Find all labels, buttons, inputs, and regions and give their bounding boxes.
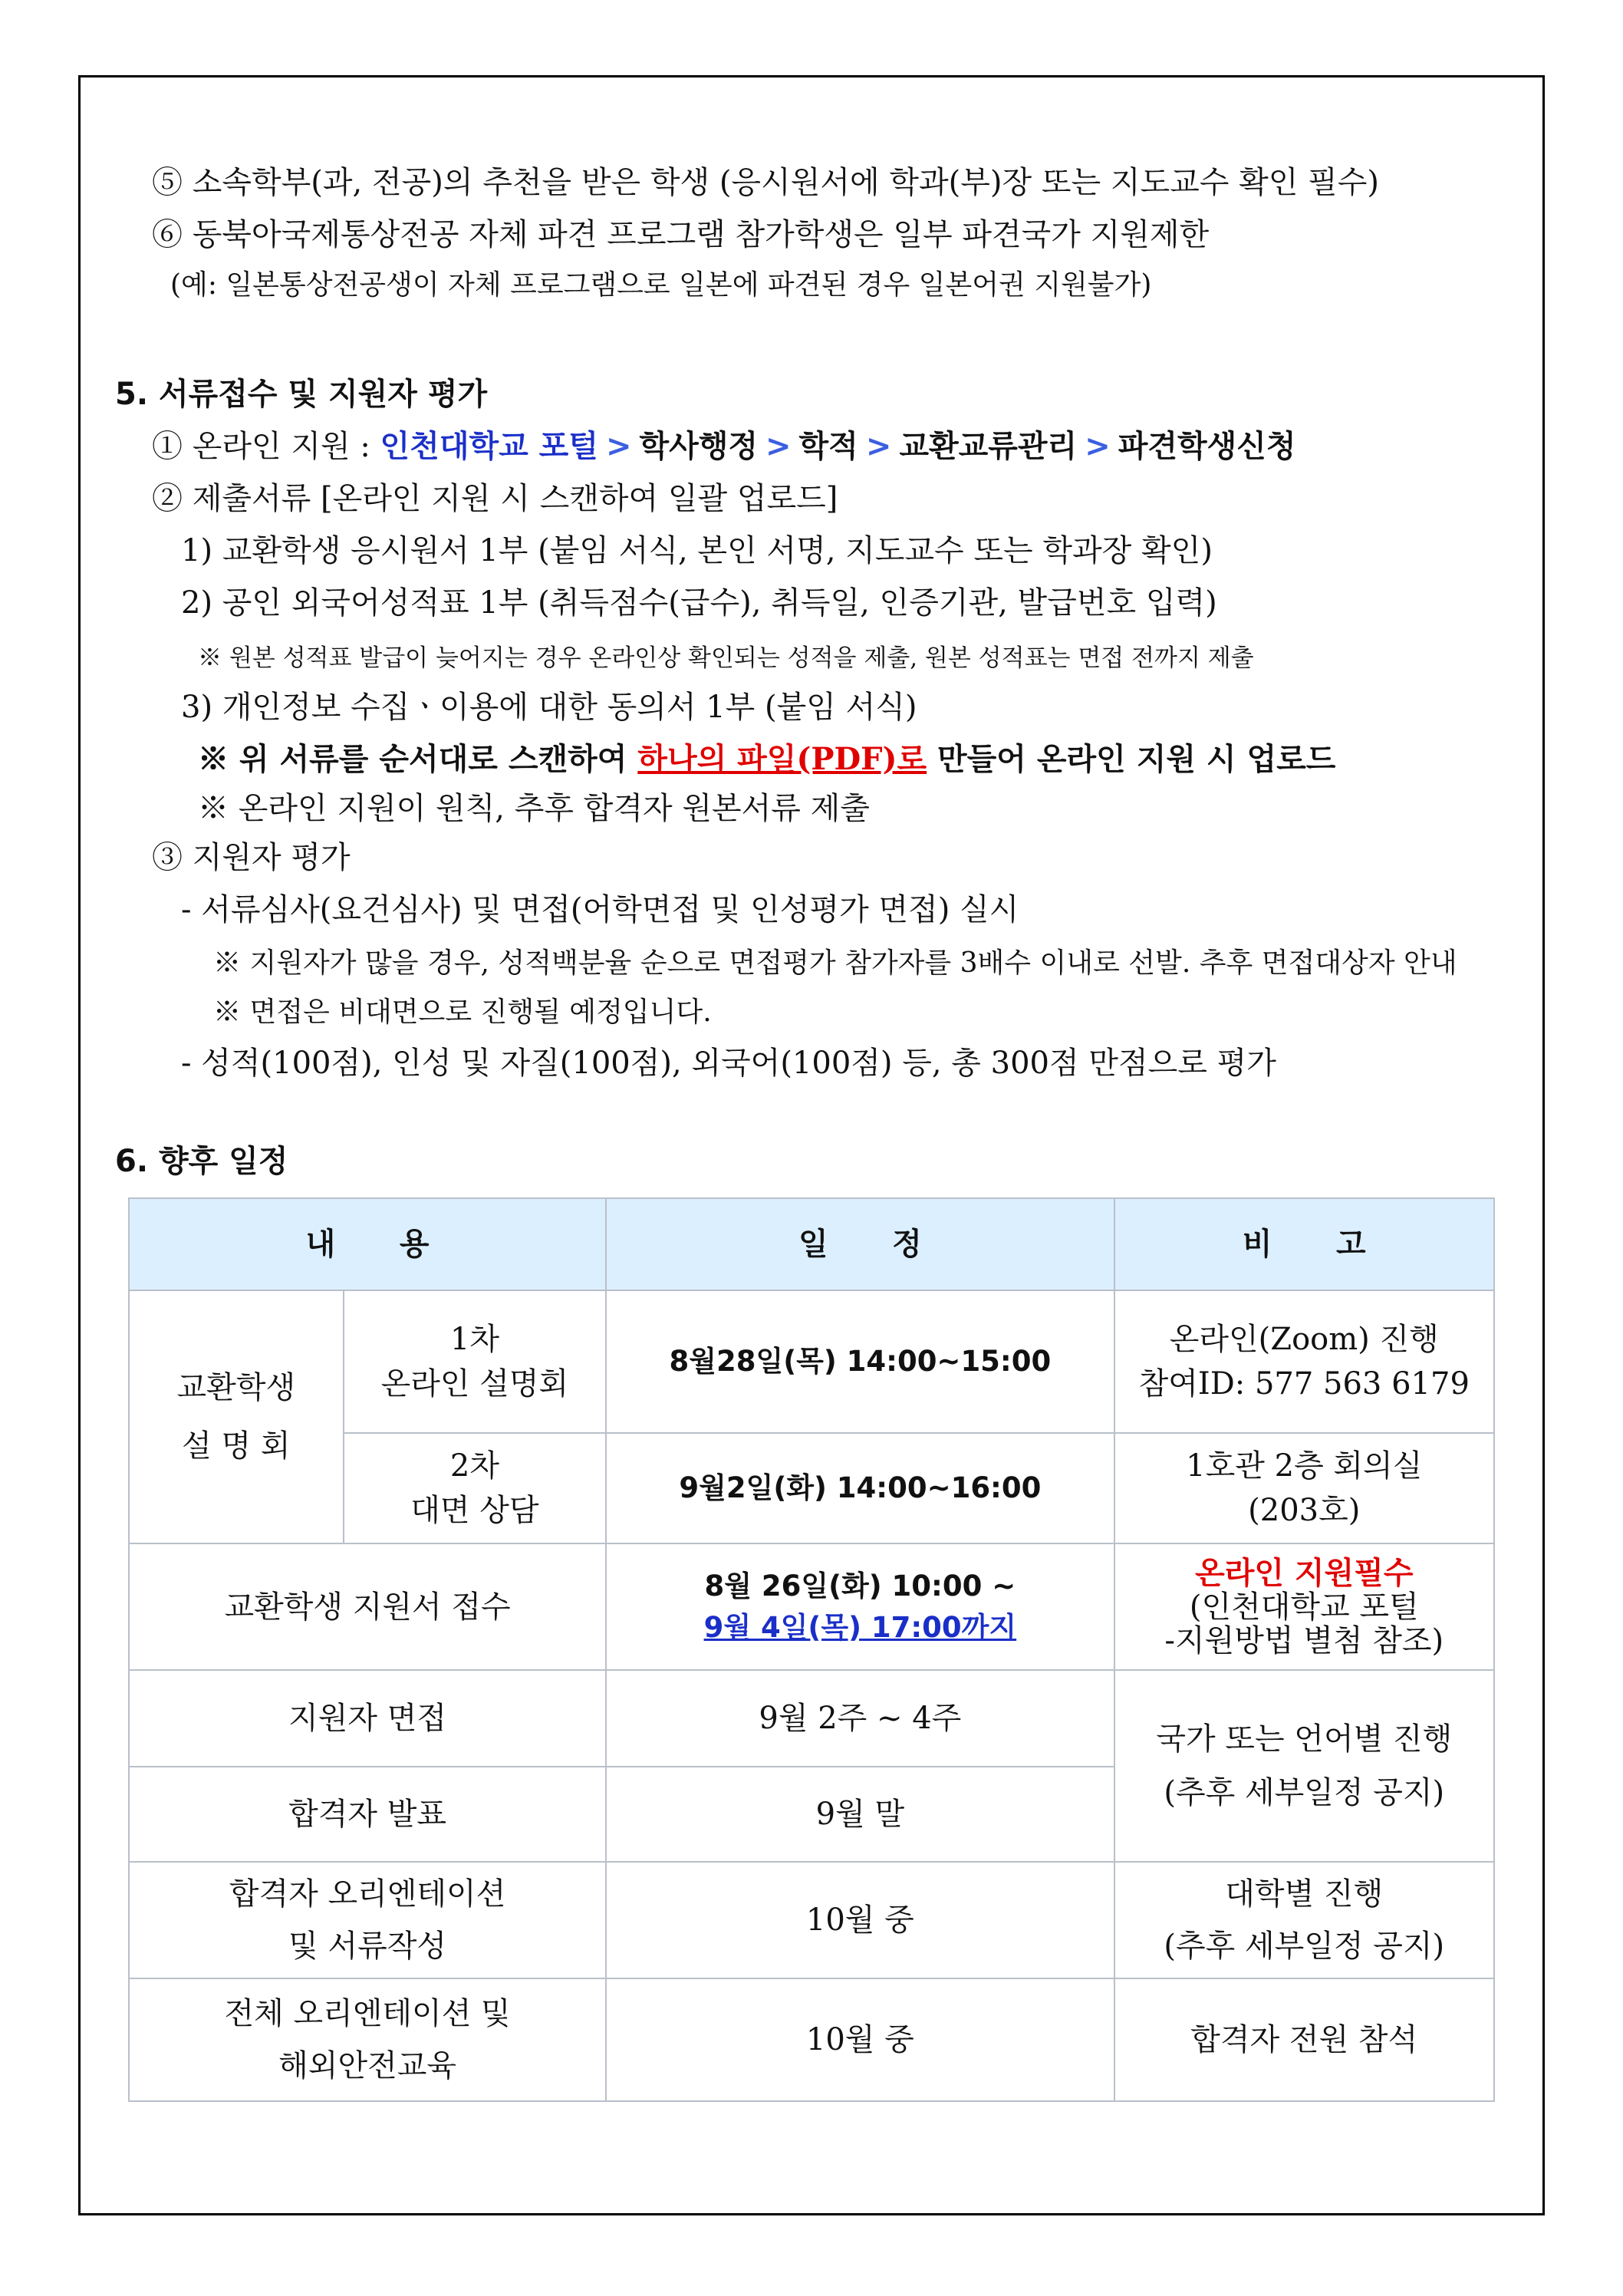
table-row — [129, 1670, 1494, 1767]
interview-result-note: 국가 또는 언어별 진행 (추후 세부일정 공지) — [1114, 1670, 1494, 1862]
evaluation-note-1: ※ 지원자가 많을 경우, 성적백분율 순으로 면접평가 참가자를 3배수 이내로 선발. 추후 면접대상자 안내 — [213, 947, 1457, 979]
header-remarks: 비 고 — [1114, 1198, 1494, 1290]
header-content: 내 용 — [129, 1198, 606, 1290]
section-5-title: 5. 서류접수 및 지원자 평가 — [115, 377, 488, 412]
evaluation-note-2: ※ 면접은 비대면으로 진행될 예정입니다. — [213, 996, 712, 1028]
path-step-2: 학적 — [798, 428, 858, 464]
section-6-title: 6. 향후 일정 — [115, 1144, 288, 1179]
path-step-3: 교환교류관리 — [899, 428, 1078, 464]
application-start: 8월 26일(화) 10:00 ~ — [704, 1569, 1016, 1603]
online-prefix: ① 온라인 지원 : — [152, 429, 380, 464]
announcement-cell: 합격자 발표 — [129, 1767, 606, 1862]
table-row — [129, 1543, 1494, 1670]
path-step-4: 파견학생신청 — [1118, 428, 1296, 464]
document-2: 2) 공인 외국어성적표 1부 (취득점수(급수), 취득일, 인증기관, 발급번호 입력) — [181, 585, 1217, 621]
table-row — [129, 1290, 1494, 1433]
header-schedule: 일 정 — [606, 1198, 1114, 1290]
documents-title: ② 제출서류 [온라인 지원 시 스캔하여 일괄 업로드] — [152, 481, 838, 516]
interview-cell: 지원자 면접 — [129, 1670, 606, 1767]
scan-note-part-b: 만들어 온라인 지원 시 업로드 — [927, 741, 1336, 777]
portal-link[interactable]: 인천대학교 포털 — [380, 428, 598, 464]
interview-date: 9월 2주 ~ 4주 — [606, 1670, 1114, 1767]
path-step-1: 학사행정 — [639, 428, 759, 464]
orientation-note: 대학별 진행 (추후 세부일정 공지) — [1114, 1862, 1494, 1978]
document-3: 3) 개인정보 수집ㆍ이용에 대한 동의서 1부 (붙임 서식) — [181, 690, 917, 725]
chevron-right-icon: > — [765, 429, 792, 464]
table-header-row — [129, 1198, 1494, 1290]
online-principle-note: ※ 온라인 지원이 원칙, 추후 합격자 원본서류 제출 — [198, 791, 870, 826]
application-deadline: 9월 4일(목) 17:00까지 — [703, 1610, 1017, 1644]
briefing-group-cell: 교환학생 설 명 회 — [129, 1290, 344, 1543]
document-1: 1) 교환학생 응시원서 1부 (붙임 서식, 본인 서명, 지도교수 또는 학과장 확인) — [181, 533, 1213, 568]
scan-note-part-a: ※ 위 서류를 순서대로 스캔하여 — [198, 741, 638, 777]
table-row — [129, 1862, 1494, 1978]
online-application-path — [152, 428, 1296, 465]
online-required-label: 온라인 지원필수 — [1195, 1555, 1414, 1591]
eligibility-item-6-note: (예: 일본통상전공생이 자체 프로그램으로 일본에 파견된 경우 일본어권 지원불가) — [170, 269, 1152, 301]
scan-upload-note — [198, 741, 1335, 778]
briefing-2-cell: 2차 대면 상담 — [344, 1433, 607, 1543]
chevron-right-icon: > — [865, 429, 892, 464]
eligibility-item-6: ⑥ 동북아국제통상전공 자체 파견 프로그램 참가학생은 일부 파견국가 지원제한 — [152, 217, 1210, 252]
evaluation-item-2: - 성적(100점), 인성 및 자질(100점), 외국어(100점) 등, 총 300점 만점으로 평가 — [181, 1046, 1276, 1081]
schedule-table — [128, 1197, 1495, 2102]
safety-education-note: 합격자 전원 참석 — [1114, 1978, 1494, 2101]
safety-education-cell: 전체 오리엔테이션 및 해외안전교육 — [129, 1978, 606, 2101]
evaluation-item-1: - 서류심사(요건심사) 및 면접(어학면접 및 인성평가 면접) 실시 — [181, 892, 1019, 927]
orientation-cell: 합격자 오리엔테이션 및 서류작성 — [129, 1862, 606, 1978]
evaluation-title: ③ 지원자 평가 — [152, 840, 351, 875]
briefing-1-cell: 1차 온라인 설명회 — [344, 1290, 607, 1433]
orientation-date: 10월 중 — [606, 1862, 1114, 1978]
safety-education-date: 10월 중 — [606, 1978, 1114, 2101]
application-cell: 교환학생 지원서 접수 — [129, 1543, 606, 1670]
briefing-2-note: 1호관 2층 회의실 (203호) — [1114, 1433, 1494, 1543]
portal-guide-note: (인천대학교 포털 -지원방법 별첨 참조) — [1164, 1589, 1444, 1659]
application-date — [606, 1543, 1114, 1670]
application-note — [1114, 1543, 1494, 1670]
single-pdf-highlight: 하나의 파일(PDF)로 — [637, 741, 927, 777]
briefing-2-date: 9월2일(화) 14:00~16:00 — [606, 1433, 1114, 1543]
chevron-right-icon: > — [605, 429, 632, 464]
chevron-right-icon: > — [1085, 429, 1111, 464]
document-2-note: ※ 원본 성적표 발급이 늦어지는 경우 온라인상 확인되는 성적을 제출, 원본 성적표는 면접 전까지 제출 — [198, 644, 1254, 672]
briefing-1-note: 온라인(Zoom) 진행 참여ID: 577 563 6179 — [1114, 1290, 1494, 1433]
briefing-1-date: 8월28일(목) 14:00~15:00 — [606, 1290, 1114, 1433]
table-row — [129, 1978, 1494, 2101]
eligibility-item-5: ⑤ 소속학부(과, 전공)의 추천을 받은 학생 (응시원서에 학과(부)장 또는 지도교수 확인 필수) — [152, 165, 1379, 200]
announcement-date: 9월 말 — [606, 1767, 1114, 1862]
